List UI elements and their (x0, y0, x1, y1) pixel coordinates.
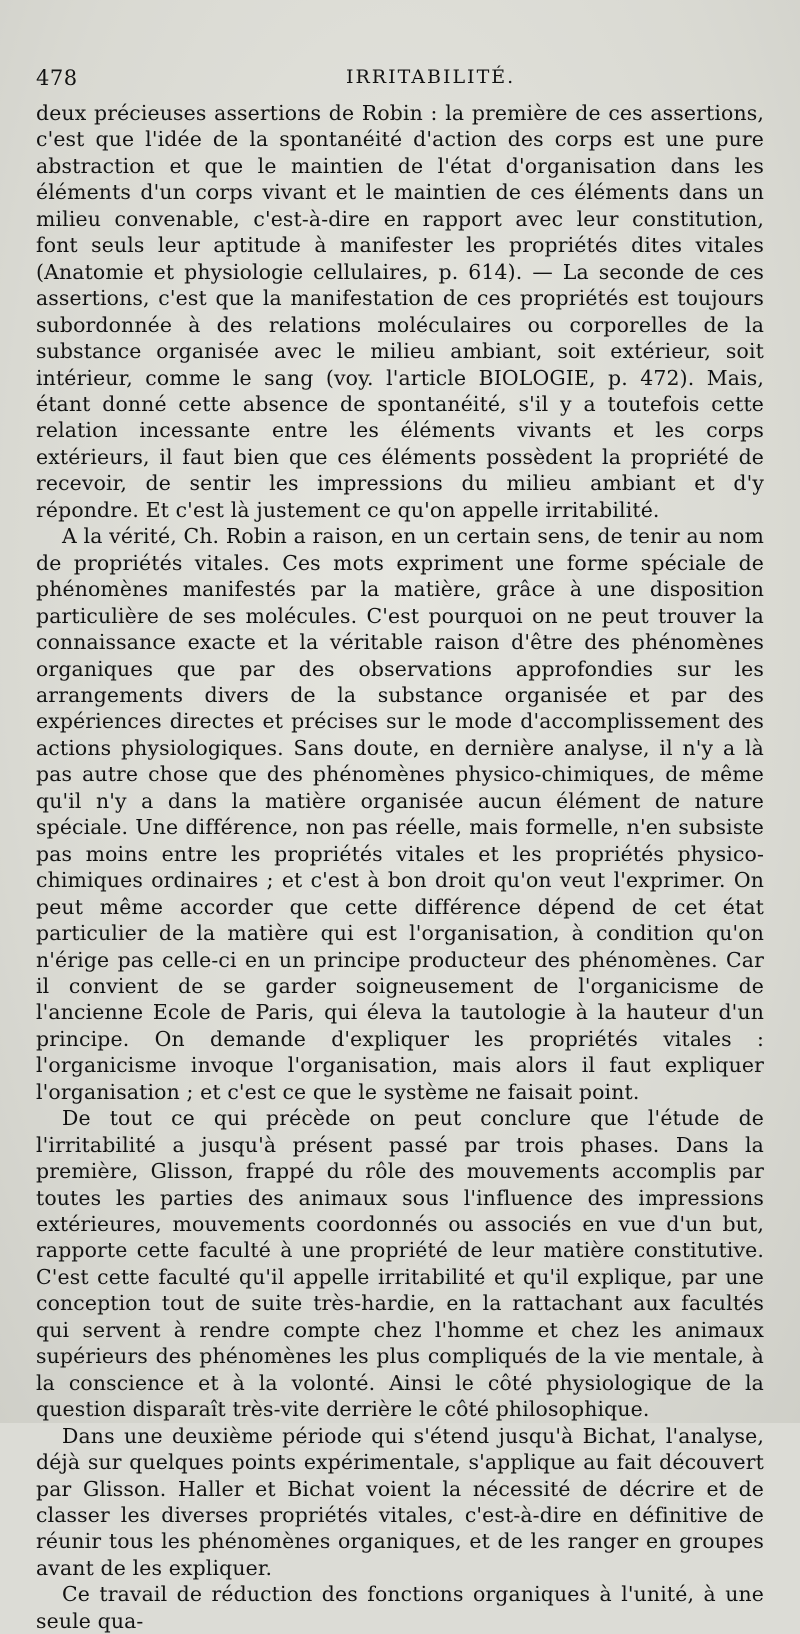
body-text (36, 100, 764, 1634)
paragraph-1: deux précieuses assertions de Robin : la première de ces assertions, c'est que l'idée de la spontanéité d'action des corps est une pure abstraction et que le maintien de l'état d'organisation dans les éléments d'un corps vivant et le maintien de ces éléments dans un milieu convenable, c'est-à-dire en rapport avec leur constitution, font seuls leur aptitude à manifester les propriétés dites vitales (Anatomie et physiologie cellulaires, p. 614). — La seconde de ces assertions, c'est que la manifestation de ces propriétés est toujours subordonnée à des relations moléculaires ou corporelles de la substance organisée avec le milieu ambiant, soit extérieur, soit intérieur, comme le sang (voy. l'article BIOLOGIE, p. 472). Mais, étant donné cette absence de spontanéité, s'il y a toutefois cette relation incessante entre les éléments vivants et les corps extérieurs, il faut bien que ces éléments possèdent la propriété de recevoir, de sentir les impressions du milieu ambiant et d'y répondre. Et c'est là justement ce qu'on appelle irritabilité. (36, 101, 764, 522)
paragraph-4: Dans une deuxième période qui s'étend jusqu'à Bichat, l'analyse, déjà sur quelques points expérimentale, s'applique au fait découvert par Glisson. Haller et Bichat voient la nécessité de décrire et de classer les diverses propriétés vitales, c'est-à-dire en définitive de réunir tous les phénomènes organiques, et de les ranger en groupes avant de les expliquer. (36, 1423, 764, 1580)
paragraph-2: A la vérité, Ch. Robin a raison, en un certain sens, de tenir au nom de propriétés vitales. Ces mots expriment une forme spéciale de phénomènes manifestés par la matière, grâce à une disposition particulière de ses molécules. C'est pourquoi on ne peut trouver la connaissance exacte et la véritable raison d'être des phénomènes organiques que par des observations approfondies sur les arrangements divers de la substance organisée et par des expériences directes et précises sur le mode d'accomplissement des actions physiologiques. Sans doute, en dernière analyse, il n'y a là pas autre chose que des phénomènes physico-chimiques, de même qu'il n'y a dans la matière organisée aucun élément de nature spéciale. Une différence, non pas réelle, mais formelle, n'en subsiste pas moins entre les propriétés vitales et les propriétés physico-chimiques ordinaires ; et c'est à bon droit qu'on veut l'exprimer. On peut même accorder que cette différence dépend de cet état particulier de la matière qui est l'organisation, à condition qu'on n'érige pas celle-ci en un principe producteur des phénomènes. Car il convient de se garder soigneusement de l'organicisme de l'ancienne Ecole de Paris, qui éleva la tautologie à la hauteur d'un principe. On demande d'expliquer les propriétés vitales : l'organicisme invoque l'organisation, mais alors il faut expliquer l'organisation ; et c'est ce que le système ne faisait point. (36, 524, 764, 1104)
paragraph-3: De tout ce qui précède on peut conclure que l'étude de l'irritabilité a jusqu'à présent passé par trois phases. Dans la première, Glisson, frappé du rôle des mouvements accomplis par toutes les parties des animaux sous l'influence des impressions extérieures, mouvements coordonnés ou associés en vue d'un but, rapporte cette faculté à une propriété de leur matière constitutive. C'est cette faculté qu'il appelle irritabilité et qu'il explique, par une conception tout de suite très-hardie, en la rattachant aux facultés qui servent à rendre compte chez l'homme et chez les animaux supérieurs des phénomènes les plus compliqués de la vie mentale, à la conscience et à la volonté. Ainsi le côté physiologique de la question disparaît très-vite derrière le côté philosophique. (36, 1106, 764, 1422)
running-title: IRRITABILITÉ. (346, 66, 516, 88)
page-number: 478 (36, 66, 78, 90)
page-header (36, 66, 764, 96)
paragraph-5: Ce travail de réduction des fonctions organiques à l'unité, à une seule qua- (36, 1582, 764, 1633)
